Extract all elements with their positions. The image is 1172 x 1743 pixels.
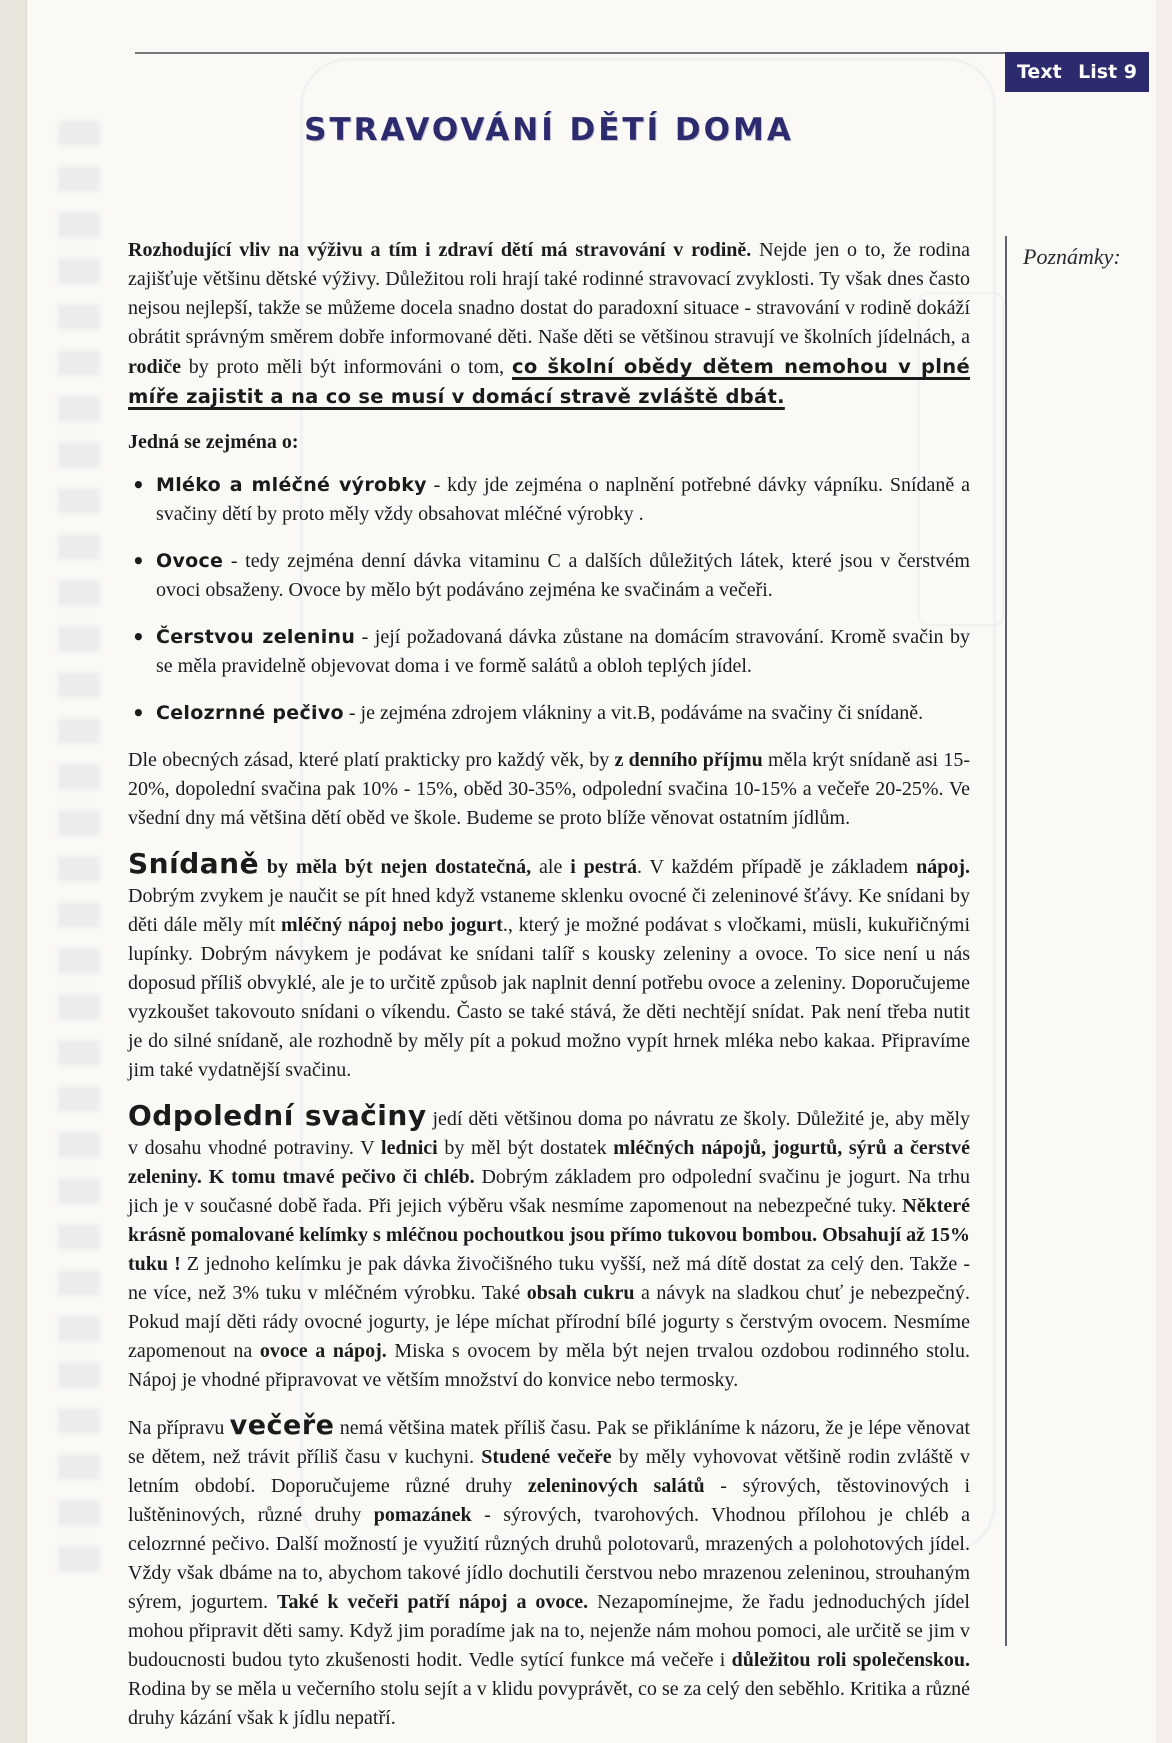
text-run: obsah cukru: [526, 1282, 635, 1304]
text-run: pomazánek: [373, 1504, 472, 1526]
text-run: Snídaně: [128, 847, 260, 880]
scan-edge-right: [1156, 0, 1172, 1743]
bullet-text: [156, 626, 970, 677]
bullet-text: [156, 474, 970, 525]
text-run: Dobrým zvykem je naučit se pít hned když vstaneme sklenku ovocné či zeleninové šťávy. Ke snídani by děti dále měly mít: [128, 885, 970, 936]
notes-divider-line: [1005, 236, 1007, 1646]
text-run: Mléko a mléčné výrobky: [156, 474, 427, 496]
bullet-marker: •: [132, 549, 145, 573]
page-corner-tab: [1005, 52, 1149, 92]
text-run: ale: [531, 856, 571, 878]
text-run: Celozrnné pečivo: [156, 702, 344, 724]
header-rule: [135, 52, 1007, 54]
text-run: ovoce a nápoj.: [259, 1340, 387, 1362]
text-run: - kdy jde zejména o naplnění potřebné dávky vápníku. Snídaně a svačiny dětí by proto měly vždy obsahovat mléčné výrobky .: [156, 474, 970, 525]
bullet-text: [156, 550, 970, 601]
breakfast-section: [128, 849, 970, 1085]
body-text-column: [128, 236, 970, 1743]
bullet-marker: •: [132, 473, 145, 497]
bullet-marker: •: [132, 625, 145, 649]
text-run: by měl být dostatek: [437, 1137, 614, 1159]
text-run: mléčných nápojů, jogurtů, sýrů a čerstvé zeleniny. K tomu tmavé pečivo či chléb.: [128, 1137, 970, 1188]
tab-list-number-label: List 9: [1078, 61, 1137, 83]
text-run: Čerstvou zeleninu: [156, 626, 356, 648]
text-run: ., který je možné podávat s vločkami, müsli, kukuřičnými lupínky. Dobrým návykem je podávat ke snídani talíř s kousky zeleniny a ovoce. To sice není u nás doposud příliš obvyklé, ale je to určitě způsob jak naplnit denní potřebu ovoce a zeleniny. Doporučujeme vyzkoušet takovouto snídani o víkendu. Často se také stává, že děti nechtějí snídat. Pak není třeba nutit je do silné snídaně, ale rozhodně by měly pít a pokud možno vypít hrnek mléka nebo kakaa. Připravíme jim také vydatnější svačinu.: [128, 914, 970, 1081]
text-run: večeře: [229, 1410, 335, 1441]
text-run: Nezapomínejme, že řadu jednoduchých jídel mohou připravit děti samy. Když jim poradíme jak na to, nejenže nám mohou pomoci, ale určitě se jim v budoucnosti budou tyto zkušenosti hodit. Vedle sytící funkce má večeře i: [128, 1591, 970, 1671]
page-title: STRAVOVÁNÍ DĚTÍ DOMA: [304, 112, 794, 148]
text-run: nemá většina matek příliš času. Pak se přikláníme k názoru, že je lépe věnovat se dětem, než trávit příliš času v kuchyni.: [128, 1417, 970, 1468]
text-run: Některé krásně pomalované kelímky s mléčnou pochoutkou jsou přímo tukovou bombou. Obsahují až 15% tuku !: [128, 1195, 970, 1275]
text-run: Rodina by se měla u večerního stolu sejít a v klidu povyprávět, co se za celý den seběhlo. Kritika a různé druhy kázání však k jídlu nepatří.: [128, 1678, 970, 1729]
text-run: Nejde jen o to, že rodina zajišťuje většinu dětské výživy. Důležitou roli hrají také rodinné stravovací zvyklosti. Ty však dnes často nejsou nejlepší, takže se můžeme docela snadno dostat do paradoxní situace - stravování v rodině dokáží obrátit správným směrem dobře informované děti. Naše děti se většinou stravují ve školních jídelnách, a: [128, 239, 970, 348]
bullet-item-milk: [128, 471, 970, 529]
text-run: Dobrým základem pro odpolední svačinu je jogurt. Na trhu jich je v současné době řada. Při jejich výběru však nesmíme zapomenout na nebezpečné tuky.: [128, 1166, 970, 1217]
text-run: Dle obecných zásad, které platí prakticky pro každý věk, by: [128, 749, 615, 771]
text-run: - sýrových, tvarohových. Vhodnou přílohou je chléb a celozrnné pečivo. Další možností je využití různých druhů polotovarů, mrazených a polohotových jídel. Vždy však dbáme na to, abychom takové jídlo dochutili čerstvou nebo mrazenou zeleninou, strouhaným sýrem, jogurtem.: [128, 1504, 970, 1613]
text-run: by měly vyhovovat většině rodin zvláště v letním období. Doporučujeme různé druhy: [128, 1446, 970, 1497]
text-run: - tedy zejména denní dávka vitaminu C a dalších důležitých látek, které jsou v čerstvém ovoci obsaženy. Ovoce by mělo být podáváno zejména ke svačinám a večeři.: [156, 550, 970, 601]
bullet-item-fruit: [128, 547, 970, 605]
text-run: Z jednoho kelímku je pak dávka živočišného tuku vyšší, než má dítě dostat za celý den. Takže - ne více, než 3% tuku v mléčném výrobku. Také: [128, 1253, 970, 1304]
afternoon-snack-section: [128, 1101, 970, 1395]
bullet-item-wholegrain: [128, 699, 970, 728]
text-run: by proto měli být informováni o tom,: [180, 356, 512, 378]
tab-text-label: Text: [1017, 61, 1062, 83]
text-run: jedí děti většinou doma po návratu ze školy. Důležité je, aby měly v dosahu vhodné potraviny. V: [128, 1108, 971, 1159]
text-run: Miska s ovocem by měla být nejen trvalou ozdobou rodinného stolu. Nápoj je vhodné připravovat ve větším množství do konvice nebo termosky.: [128, 1340, 970, 1391]
text-run: a návyk na sladkou chuť je nebezpečný. Pokud mají děti rády ovocné jogurty, je lépe míchat přírodní bílé jogurty s čerstvým ovocem. Nesmíme zapomenout na: [128, 1282, 971, 1362]
text-run: - je zejména zdrojem vlákniny a vit.B, podáváme na svačiny či snídaně.: [343, 702, 924, 724]
bullet-list: [128, 471, 970, 728]
text-run: důležitou roli společenskou.: [731, 1649, 970, 1671]
text-run: měla krýt snídaně asi 15-20%, dopolední svačina pak 10% - 15%, oběd 30-35%, odpolední svačina 10-15% a večeře 20-25%. Ve všední dny má většina dětí oběd ve škole. Budeme se proto blíže věnovat ostatním jídlům.: [128, 749, 970, 829]
notes-label: Poznámky:: [1023, 244, 1121, 269]
text-run: nápoj.: [916, 856, 971, 878]
text-run: Na přípravu: [128, 1417, 230, 1439]
text-run: Odpolední svačiny: [128, 1099, 427, 1132]
intro-paragraph: [128, 236, 970, 412]
text-run: . V každém případě je základem: [636, 856, 917, 878]
bullet-item-vegetables: [128, 623, 970, 681]
text-run: zeleninových salátů: [527, 1475, 705, 1497]
text-run: Jedná se zejména o:: [128, 431, 299, 453]
text-run: Studené večeře: [481, 1446, 612, 1468]
text-run: Ovoce: [156, 550, 224, 572]
text-run: mléčný nápoj nebo jogurt: [281, 914, 503, 936]
text-run: co školní obědy dětem nemohou v plné míře zajistit a na co se musí v domácí stravě zvláště dbát.: [128, 355, 970, 408]
text-run: lednici: [381, 1137, 438, 1159]
text-run: Také k večeři patří nápoj a ovoce.: [276, 1591, 589, 1613]
text-run: - sýrových, těstovinových i luštěninových, různé druhy: [128, 1475, 970, 1526]
bullet-text: [156, 702, 923, 724]
text-run: Rozhodující vliv na výživu a tím i zdraví dětí má stravování v rodině.: [128, 239, 752, 261]
text-run: rodiče: [128, 356, 181, 378]
text-run: - její požadovaná dávka zůstane na domácím stravování. Kromě svačin by se měla pravidelně objevovat doma i ve formě salátů a obloh teplých jídel.: [156, 626, 970, 677]
text-run: by měla být nejen dostatečná,: [259, 856, 532, 878]
lead-in-line: [128, 428, 970, 457]
text-run: i pestrá: [570, 856, 637, 878]
scan-edge-left: [0, 0, 27, 1743]
dinner-section: [128, 1411, 970, 1733]
text-run: z denního příjmu: [614, 749, 763, 771]
bullet-marker: •: [132, 701, 145, 725]
daily-share-paragraph: [128, 746, 970, 833]
bleedthrough-text-artifact: [58, 120, 100, 1580]
